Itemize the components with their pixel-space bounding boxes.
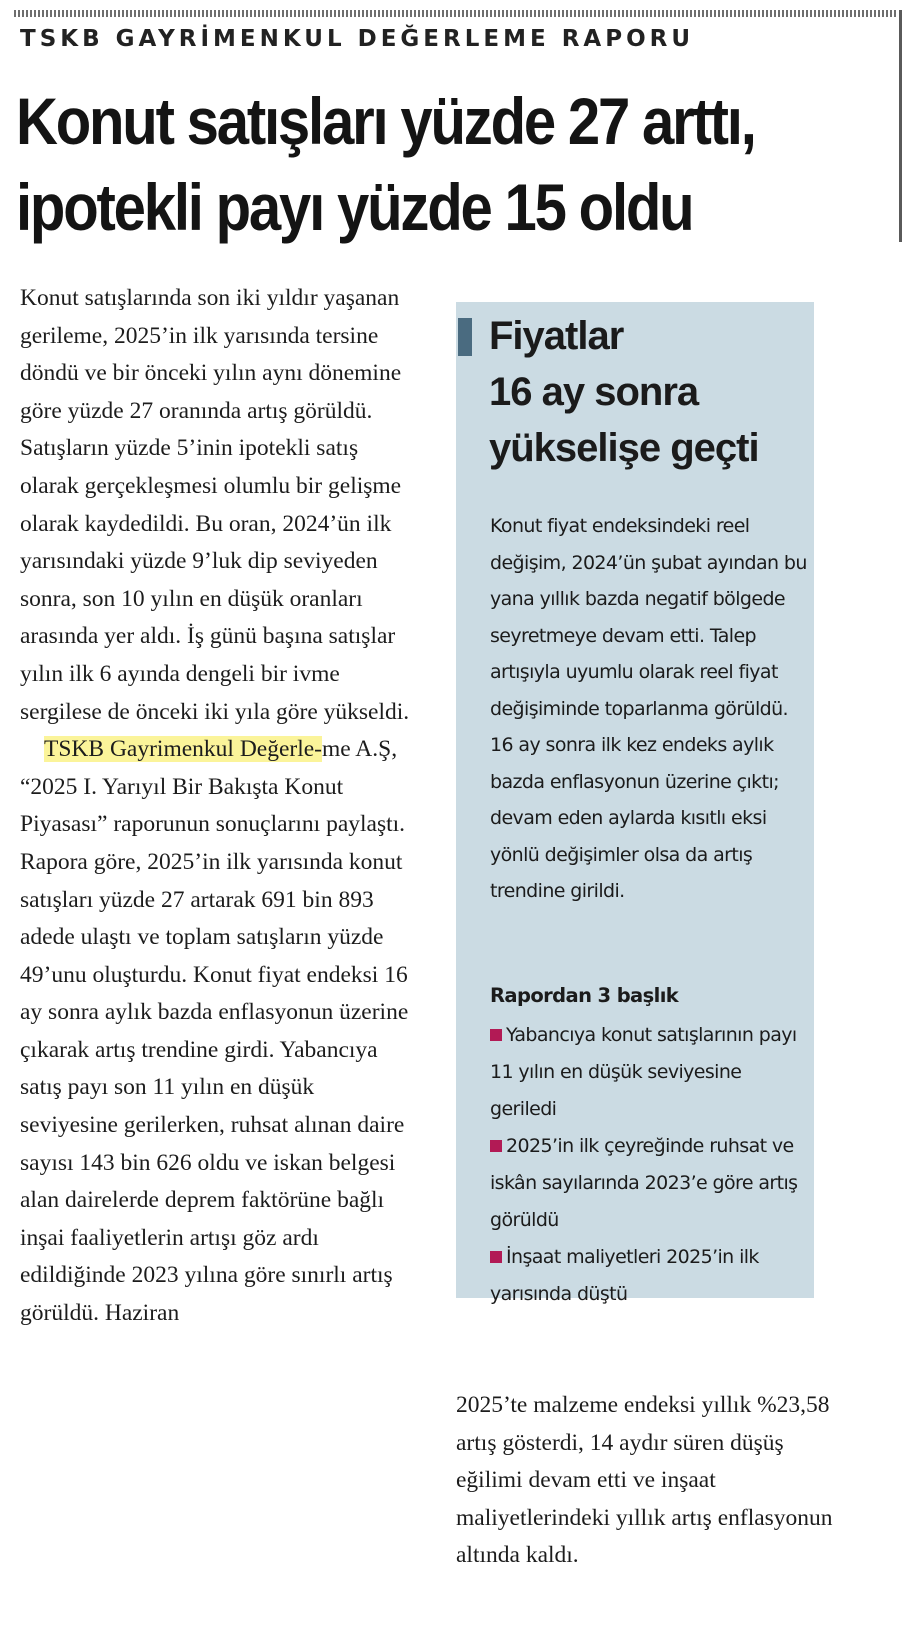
sidebar-box — [456, 302, 814, 1305]
headline-line-1: Konut satışları yüzde 27 arttı, — [16, 84, 755, 158]
article-body-right-column — [456, 1387, 852, 1575]
sidebar-accent-bar — [458, 318, 472, 356]
headline-line-2: ipotekli payı yüzde 15 oldu — [16, 170, 693, 244]
body-paragraph-2-text: me A.Ş, “2025 I. Yarıyıl Bir Bakışta Konut Piyasası” raporunun sonuçlarını paylaştı. Rapora göre, 2025’in ilk yarısında konut satışları yüzde 27 artarak 691 bin 893 adede ulaştı ve toplam satışların yüzde 49’unu oluşturdu. Konut fiyat endeksi 16 ay sonra aylık bazda enflasyonun üzerine çıkarak artış trendine girdi. Yabancıya satış payı son 11 yılın en düşük seviyesine gerilerken, ruhsat alınan daire sayısı 143 bin 626 oldu ve iskan belgesi alan dairelerde deprem faktörüne bağlı inşai faaliyetlerin artışı göz ardı edildiğinde 2023 yılına göre sınırlı artış görüldü. Haziran — [20, 736, 409, 1327]
section-kicker: TSKB GAYRİMENKUL DEĞERLEME RAPORU — [20, 26, 695, 52]
list-item-text: Yabancıya konut satışlarının payı 11 yılın en düşük seviyesine geriledi — [490, 1024, 797, 1120]
article-body-left-column — [20, 280, 416, 1333]
top-dotted-rule — [14, 10, 898, 17]
body-paragraph-continuation: 2025’te malzeme endeksi yıllık %23,58 artış gösterdi, 14 aydır süren düşüş eğilimi devam etti ve inşaat maliyetlerindeki yıllık artış enflasyonun altında kaldı. — [456, 1392, 833, 1569]
highlighted-company-name: TSKB Gayrimenkul Değerle- — [44, 736, 323, 763]
bullet-square-icon — [490, 1029, 502, 1041]
list-item — [490, 1017, 808, 1128]
body-paragraph-2 — [20, 731, 416, 1333]
sidebar-title-line-1: Fiyatlar — [489, 314, 624, 358]
bullet-square-icon — [490, 1140, 502, 1152]
sidebar-list — [490, 1017, 808, 1313]
sidebar-title-line-3: yükselişe geçti — [489, 426, 759, 470]
list-item — [490, 1239, 808, 1313]
body-paragraph-1: Konut satışlarında son iki yıldır yaşanan gerileme, 2025’in ilk yarısında tersine döndü ve bir önceki yılın aynı dönemine göre yüzde 27 oranında artış görüldü. Satışların yüzde 5’inin ipotekli satış olarak gerçekleşmesi olumlu bir gelişme olarak kaydedildi. Bu oran, 2024’ün ilk yarısındaki yüzde 9’luk dip seviyeden sonra, son 10 yılın en düşük oranları arasında yer aldı. İş günü başına satışlar yılın ilk 6 ayında dengeli bir ivme sergilese de önceki iki yıla göre yükseldi. — [20, 285, 410, 725]
sidebar-text: Konut fiyat endeksindeki reel değişim, 2024’ün şubat ayından bu yana yıllık bazda negatif bölgede seyretmeye devam etti. Talep artışıyla uyumlu olarak reel fiyat değişiminde toparlanma görüldü. 16 ay sonra ilk kez endeks aylık bazda enflasyonun üzerine çıktı; devam eden aylarda kısıtlı eksi yönlü değişimler olsa da artış trendine girildi. — [490, 515, 807, 902]
list-item-text: İnşaat maliyetleri 2025’in ilk yarısında düştü — [490, 1246, 759, 1305]
sidebar-title-line-2: 16 ay sonra — [489, 370, 699, 414]
headline — [16, 78, 790, 250]
right-column-rule — [899, 10, 902, 242]
sidebar-title — [489, 308, 759, 476]
list-item — [490, 1128, 808, 1239]
sidebar-subheading: Rapordan 3 başlık — [490, 984, 679, 1007]
bullet-square-icon — [490, 1251, 502, 1263]
list-item-text: 2025’in ilk çeyreğinde ruhsat ve iskân sayılarında 2023’e göre artış görüldü — [490, 1135, 798, 1231]
